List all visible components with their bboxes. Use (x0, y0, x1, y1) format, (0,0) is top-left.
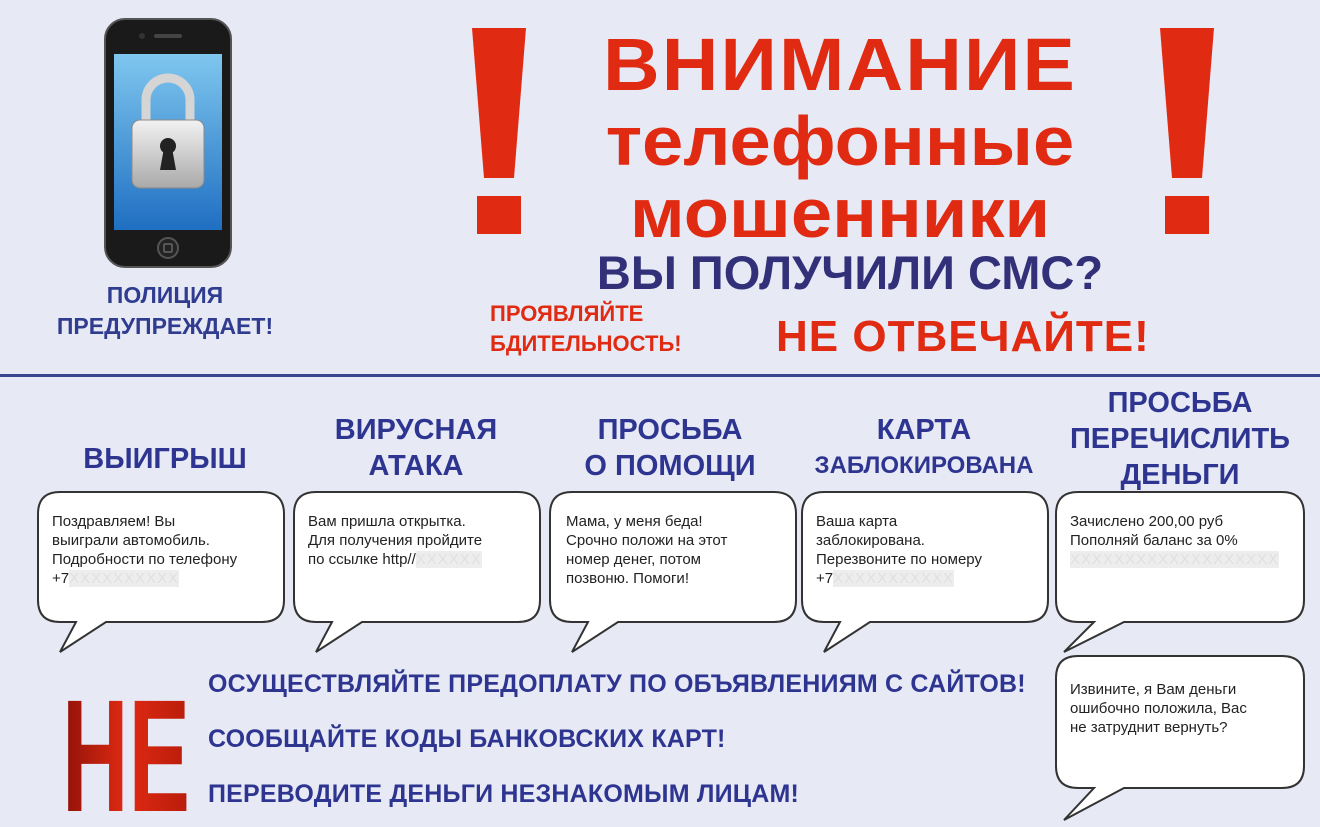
sms-bubble (292, 490, 542, 655)
category-label: О ПОМОЩИ (584, 450, 756, 482)
masked-number: XXXXXXXXXX (69, 570, 180, 587)
category-label: КАРТА (876, 414, 972, 446)
category-label: ВЫИГРЫШ (83, 443, 247, 475)
category-label: ЗАБЛОКИРОВАНА (814, 452, 1034, 479)
category-virus (296, 412, 536, 484)
vigilance-line-2: БДИТЕЛЬНОСТЬ! (490, 331, 682, 356)
police-warning (40, 280, 290, 342)
category-label: ВИРУСНАЯ (334, 414, 498, 446)
message-line: Мама, у меня беда! (566, 513, 703, 530)
category-prize (40, 405, 290, 477)
warning-rule: ПЕРЕВОДИТЕ ДЕНЬГИ НЕЗНАКОМЫМ ЛИЦАМ! (208, 780, 800, 808)
sms-bubble (800, 490, 1050, 655)
masked-link: XXXXXX (415, 551, 482, 568)
message-line: +7 (52, 570, 70, 587)
category-card-blocked (796, 412, 1052, 484)
message-line: номер денег, потом (566, 551, 701, 568)
message-line: Срочно положи на этот (566, 532, 728, 549)
category-label: ПЕРЕЧИСЛИТЬ (1069, 423, 1291, 455)
sms-question: ВЫ ПОЛУЧИЛИ СМС? (596, 246, 1104, 299)
category-help (552, 412, 788, 484)
big-no-text: НЕ (62, 666, 190, 827)
message-line: Для получения пройдите (308, 532, 483, 549)
phone-icon (104, 18, 232, 268)
sms-bubble (36, 490, 286, 655)
big-no-word (60, 663, 192, 827)
message-line: не затруднит вернуть? (1070, 719, 1228, 736)
sms-bubble (1054, 490, 1306, 655)
dont-answer: НЕ ОТВЕЧАЙТЕ! (776, 312, 1150, 361)
message-line: по ссылке http// (308, 551, 416, 568)
warning-rule: СООБЩАЙТЕ КОДЫ БАНКОВСКИХ КАРТ! (208, 725, 726, 753)
category-label: ПРОСЬБА (1107, 387, 1253, 419)
vigilance-line-1: ПРОЯВЛЯЙТЕ (490, 301, 644, 326)
warning-rule: ОСУЩЕСТВЛЯЙТЕ ПРЕДОПЛАТУ ПО ОБЪЯВЛЕНИЯМ С САЙТОВ! (208, 670, 1026, 698)
masked-number: XXXXXXXXXXXXXXXXXXX (1070, 551, 1280, 568)
vigilance-note (490, 299, 790, 359)
category-label: АТАКА (368, 450, 464, 482)
police-line-2: ПРЕДУПРЕЖДАЕТ! (56, 313, 274, 339)
message-line: позвоню. Помоги! (566, 570, 689, 587)
category-label: ДЕНЬГИ (1120, 459, 1240, 491)
message-line: ошибочно положила, Вас (1070, 700, 1247, 717)
title-fraudsters: мошенники (629, 174, 1051, 252)
message-line: Ваша карта (816, 513, 898, 530)
masked-number: XXXXXXXXXXX (833, 570, 955, 587)
message-line: Зачислено 200,00 руб (1070, 513, 1224, 530)
message-line: Вам пришла открытка. (308, 513, 466, 530)
message-line: Извините, я Вам деньги (1070, 681, 1237, 698)
divider (0, 374, 1320, 377)
message-line: +7 (816, 570, 834, 587)
message-line: Перезвоните по номеру (816, 551, 982, 568)
title-phone: телефонные (605, 102, 1075, 180)
title-attention: ВНИМАНИЕ (603, 23, 1077, 106)
message-line: заблокирована. (816, 532, 925, 549)
message-line: Пополняй баланс за 0% (1070, 532, 1238, 549)
police-line-1: ПОЛИЦИЯ (106, 282, 224, 308)
sms-bubble (548, 490, 798, 655)
sms-bubble (1054, 654, 1306, 824)
category-transfer (1052, 385, 1308, 493)
message-line: Поздравляем! Вы (52, 513, 176, 530)
message-line: Подробности по телефону (52, 551, 238, 568)
message-line: выиграли автомобиль. (52, 532, 210, 549)
category-label: ПРОСЬБА (597, 414, 743, 446)
